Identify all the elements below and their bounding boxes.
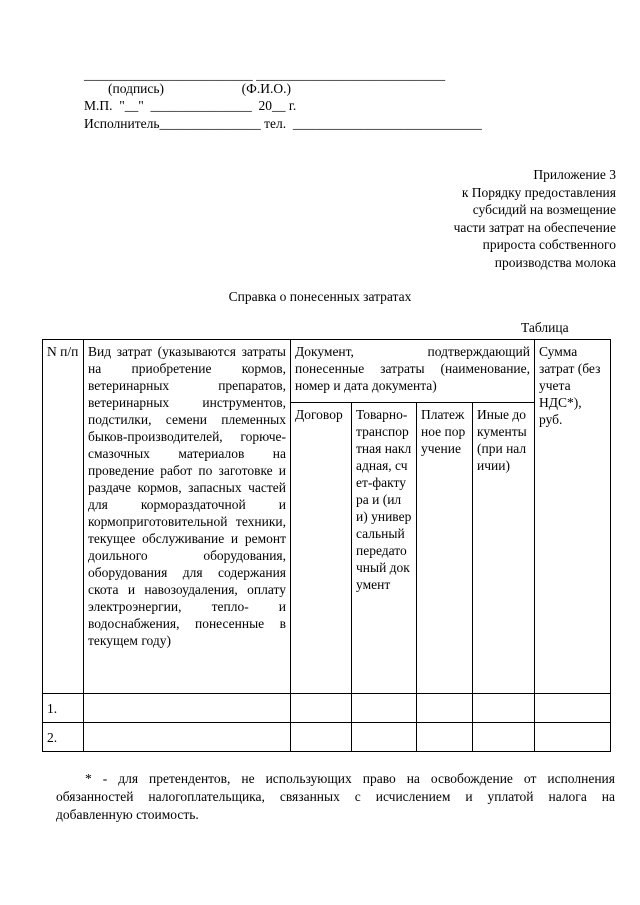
row-number: 1. <box>43 694 84 723</box>
row-number: 2. <box>43 723 84 752</box>
stamp-date-line: М.П. "__" _______________ 20__ г. <box>84 98 297 113</box>
signature-line: _________________________ ____________________________ <box>84 67 446 82</box>
header-contract: Договор <box>291 403 352 694</box>
appendix-line: к Порядку предоставления <box>461 184 616 200</box>
cell-waybill[interactable] <box>352 723 417 752</box>
appendix-line: части затрат на обеспечение <box>453 219 616 235</box>
table-row <box>43 723 611 752</box>
cell-payment-order[interactable] <box>417 694 473 723</box>
header-payment-order: Платежное поручение <box>417 403 473 694</box>
footnote <box>85 770 615 788</box>
executor-phone-line: Исполнитель_______________ тел. ____________________________ <box>84 116 482 131</box>
cell-cost-type[interactable] <box>84 723 291 752</box>
cell-waybill[interactable] <box>352 694 417 723</box>
table-row <box>43 694 611 723</box>
cell-contract[interactable] <box>291 694 352 723</box>
header-waybill: Товарно-транспортная накладная, счет-фактура и (или) универсальный передаточный документ <box>352 403 417 694</box>
header-cost-type: Вид затрат (указываются затраты на приобретение кормов, ветеринарных препаратов, ветеринарных инструментов, подстилки, семени племенных быков-производителей, горюче-смазочных материалов на проведение работ по заготовке и раздаче кормов, запасных частей для кормораздаточной и кормоприготовительной техники, текущее обслуживание и ремонт доильного оборудования, оборудования для содержания скота и навозоудаления, оплату электроэнергии, тепло- и водоснабжения, понесенные в текущем году) <box>84 340 291 694</box>
appendix-line: прироста собственного <box>482 237 616 252</box>
appendix-line: субсидий на возмещение <box>472 202 616 217</box>
cell-other-docs[interactable] <box>473 694 535 723</box>
appendix-line: Приложение 3 <box>533 167 616 182</box>
header-other-docs: Иные документы (при наличии) <box>473 403 535 694</box>
header-document: Документ, подтверждающий понесенные затраты (наименование, номер и дата документа) <box>291 340 535 403</box>
cell-sum[interactable] <box>535 694 611 723</box>
footnote-line: * - для претендентов, не использующих право на освобождение от исполнения <box>85 771 615 786</box>
cell-sum[interactable] <box>535 723 611 752</box>
footnote-line: добавленную стоимость. <box>56 806 199 822</box>
footnote-continued <box>56 788 615 823</box>
cell-payment-order[interactable] <box>417 723 473 752</box>
header-num: N п/п <box>43 340 84 694</box>
cell-other-docs[interactable] <box>473 723 535 752</box>
cell-cost-type[interactable] <box>84 694 291 723</box>
table-label: Таблица <box>521 320 569 335</box>
document-title: Справка о понесенных затратах <box>228 289 412 304</box>
appendix-block <box>454 166 616 271</box>
cell-contract[interactable] <box>291 723 352 752</box>
header-sum: Сумма затрат (без учета НДС*), руб. <box>535 340 611 694</box>
footnote-line: обязанностей налогоплательщика, связанных с исчислением и уплатой налога на <box>56 789 615 804</box>
signature-captions: (подпись) (Ф.И.О.) <box>108 81 291 96</box>
appendix-line: производства молока <box>494 254 616 270</box>
costs-table <box>42 339 611 752</box>
